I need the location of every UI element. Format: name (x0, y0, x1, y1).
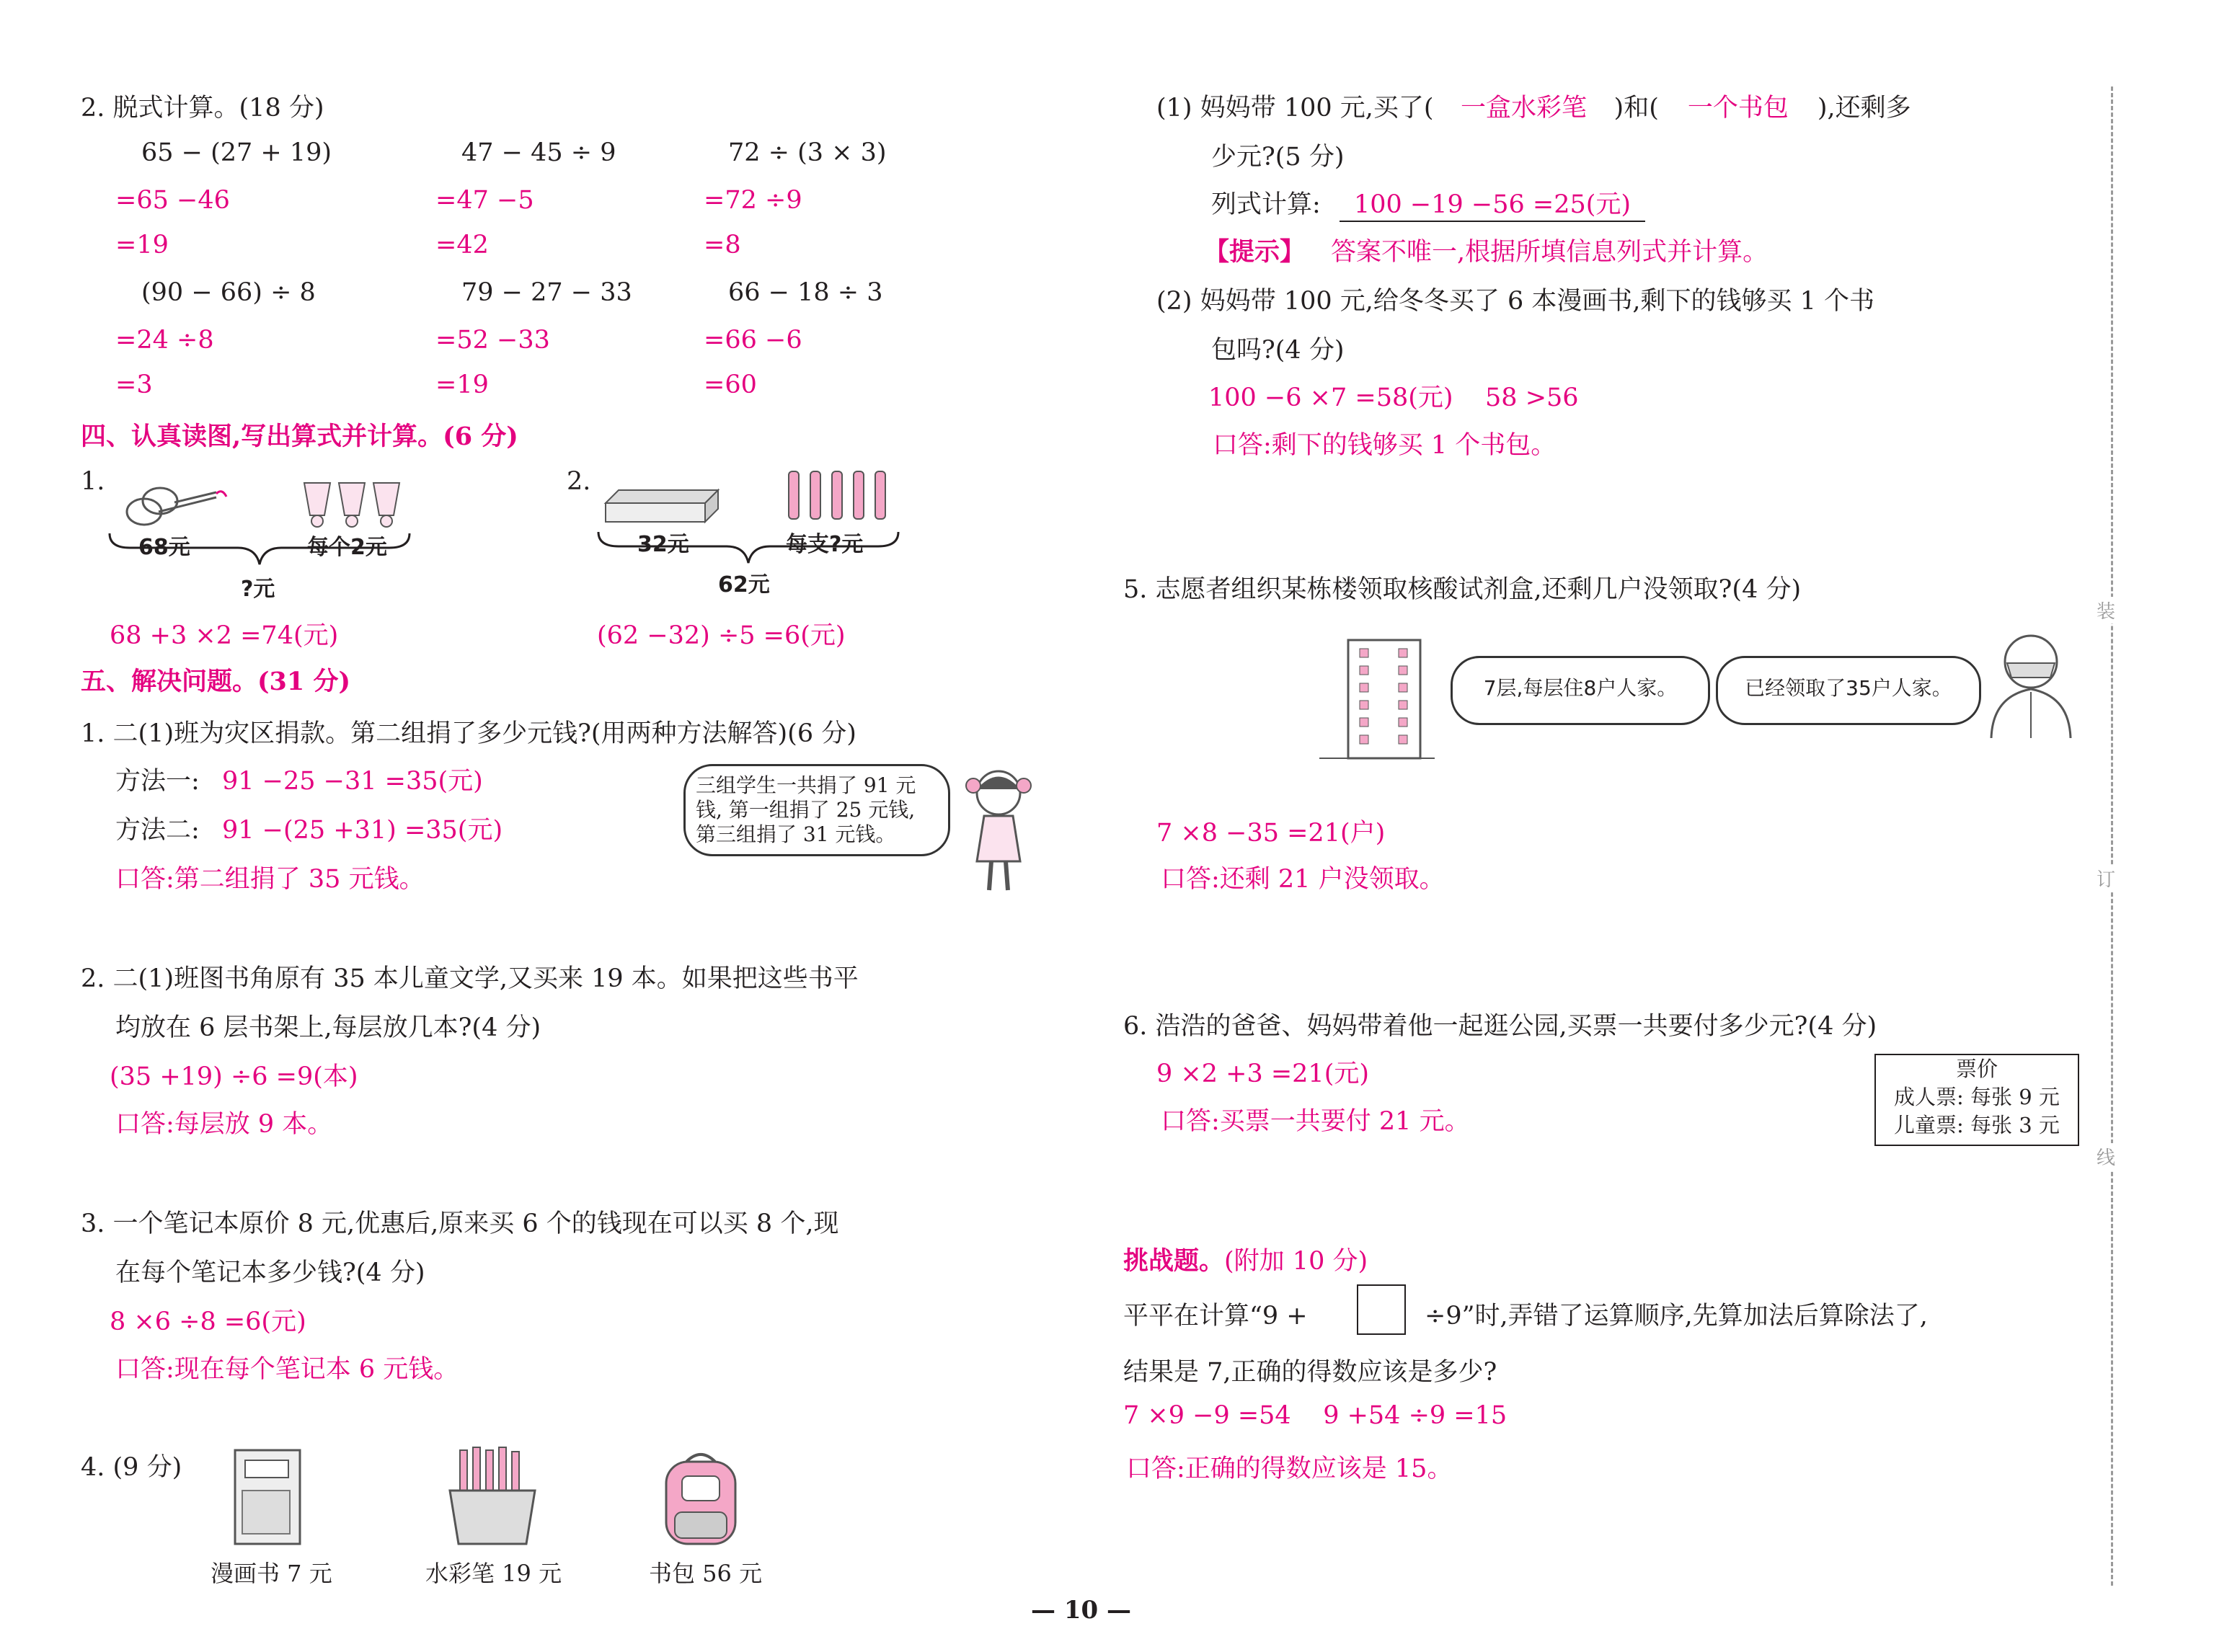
answer: 7 ×9 −9 =54 9 +54 ÷9 =15 (1123, 1401, 1507, 1430)
bubble-line: 钱, 第一组捐了 25 元钱, (696, 798, 916, 822)
girl-illustration-icon (959, 764, 1045, 901)
calc-step: =47 −5 (435, 186, 534, 215)
ticket-price-table (1874, 1054, 2079, 1146)
question-text: ),还剩多 (1817, 94, 1911, 123)
bubble-line: 三组学生一共捐了 91 元 (696, 773, 916, 797)
filled-answer: 一个书包 (1687, 94, 1789, 123)
question-text: 结果是 7,正确的得数应该是多少? (1123, 1358, 1497, 1387)
binding-mark: 线 (2097, 1143, 2115, 1170)
answer: 91 −25 −31 =35(元) (222, 767, 483, 796)
question-text: 在每个笔记本多少钱?(4 分) (115, 1258, 425, 1287)
problem-number: 1. (81, 467, 105, 496)
question-text: 包吗?(4 分) (1211, 336, 1345, 365)
section5-title: 五、解决问题。(31 分) (81, 667, 351, 696)
oral-answer: 口答:买票一共要付 21 元。 (1161, 1107, 1470, 1136)
question-text: 平平在计算“9 + (1123, 1302, 1308, 1331)
ticket-child: 儿童票: 每张 3 元 (1894, 1113, 2060, 1137)
section4-title: 四、认真读图,写出算式并计算。(6 分) (81, 422, 518, 451)
oral-answer: 口答:现在每个笔记本 6 元钱。 (115, 1355, 459, 1384)
oral-answer: 口答:每层放 9 本。 (115, 1110, 333, 1139)
question-text: 1. 二(1)班为灾区捐款。第二组捐了多少元钱?(用两种方法解答)(6 分) (81, 719, 856, 748)
watercolor-pens-icon (446, 1447, 539, 1548)
total-label: 62元 (718, 572, 770, 598)
calc-result: =60 (704, 370, 757, 399)
filled-answer: 一盒水彩笔 (1461, 94, 1588, 123)
question-text: 2. 二(1)班图书角原有 35 本儿童文学,又买来 19 本。如果把这些书平 (81, 964, 859, 993)
calc-result: =42 (435, 231, 489, 259)
comic-book-icon (232, 1447, 304, 1548)
question-text: 3. 一个笔记本原价 8 元,优惠后,原来买 6 个的钱现在可以买 8 个,现 (81, 1209, 839, 1238)
speech-bubble: 已经领取了35户人家。 (1716, 656, 1981, 725)
answer: 8 ×6 ÷8 =6(元) (110, 1307, 306, 1336)
calc-label: 列式计算: (1211, 190, 1321, 219)
calc-expr: 79 − 27 − 33 (461, 278, 632, 307)
problem-number: 2. (567, 467, 591, 496)
binding-dashed-line (2111, 86, 2113, 1586)
question-text: (2) 妈妈带 100 元,给冬冬买了 6 本漫画书,剩下的钱够买 1 个书 (1156, 287, 1875, 316)
calc-result: =8 (704, 231, 741, 259)
calc-expr: (90 − 66) ÷ 8 (141, 278, 316, 307)
ticket-adult: 成人票: 每张 9 元 (1894, 1085, 2060, 1109)
question-text: ÷9”时,弄错了运算顺序,先算加法后算除法了, (1425, 1302, 1928, 1331)
item-caption: 书包 56 元 (649, 1560, 763, 1587)
ticket-title: 票价 (1955, 1057, 1998, 1081)
method-label: 方法二: (115, 816, 200, 845)
question-text: 少元?(5 分) (1211, 143, 1345, 172)
challenge-title: 挑战题。 (1123, 1246, 1225, 1276)
page-number: — 10 — (1031, 1596, 1131, 1625)
calc-step: =24 ÷8 (115, 326, 214, 355)
method-label: 方法一: (115, 767, 200, 796)
book-icon (604, 489, 720, 525)
badminton-rackets-icon (108, 472, 231, 530)
oral-answer: 口答:正确的得数应该是 15。 (1126, 1455, 1453, 1483)
answer: 7 ×8 −35 =21(户) (1156, 819, 1386, 848)
calc-step: =72 ÷9 (704, 186, 802, 215)
answer: (62 −32) ÷5 =6(元) (597, 621, 846, 650)
oral-answer: 口答:还剩 21 户没领取。 (1161, 865, 1445, 894)
price-label: 每个2元 (307, 535, 387, 560)
item-caption: 漫画书 7 元 (211, 1560, 332, 1587)
answer: 91 −(25 +31) =35(元) (222, 816, 503, 845)
calc-result: =19 (435, 370, 489, 399)
calc-step: =52 −33 (435, 326, 550, 355)
question-text: )和( (1613, 94, 1659, 123)
speech-bubble: 7层,每层住8户人家。 (1451, 656, 1710, 725)
price-label: 32元 (637, 532, 689, 557)
question-text: 5. 志愿者组织某栋楼领取核酸试剂盒,还剩几户没领取?(4 分) (1123, 575, 1802, 604)
question-text: (1) 妈妈带 100 元,买了( (1156, 94, 1434, 123)
calc-step: =66 −6 (704, 326, 802, 355)
calc-expr: 47 − 45 ÷ 9 (461, 138, 616, 167)
apartment-building-icon (1319, 634, 1435, 764)
calc-result: =19 (115, 231, 169, 259)
schoolbag-icon (658, 1447, 744, 1548)
oral-answer: 口答:剩下的钱够买 1 个书包。 (1213, 431, 1557, 460)
item-caption: 水彩笔 19 元 (425, 1560, 562, 1587)
shuttlecocks-icon (303, 479, 404, 530)
blank-box (1357, 1284, 1406, 1335)
question-text: 6. 浩浩的爸爸、妈妈带着他一起逛公园,买票一共要付多少元?(4 分) (1123, 1012, 1877, 1041)
binding-mark: 订 (2097, 865, 2115, 892)
challenge-points: (附加 10 分) (1224, 1247, 1368, 1276)
bubble-line: 第三组捐了 31 元钱。 (696, 822, 896, 846)
calc-expr: 65 − (27 + 19) (141, 138, 332, 167)
answer: 68 +3 ×2 =74(元) (110, 621, 339, 650)
hint-text: 答案不唯一,根据所填信息列式并计算。 (1331, 238, 1768, 267)
q2-title: 2. 脱式计算。(18 分) (81, 94, 324, 123)
answer: 9 ×2 +3 =21(元) (1156, 1060, 1370, 1088)
answer: 100 −6 ×7 =58(元) 58 >56 (1208, 383, 1579, 412)
calc-expr: 72 ÷ (3 × 3) (728, 138, 887, 167)
question-text: 4. (9 分) (81, 1453, 182, 1482)
answer: 100 −19 −56 =25(元) (1340, 185, 1645, 222)
price-label: 每支?元 (786, 532, 864, 557)
question-text (1156, 88, 1911, 124)
volunteer-illustration-icon (1977, 631, 2085, 740)
calc-expr: 66 − 18 ÷ 3 (728, 278, 883, 307)
total-label: ?元 (241, 577, 275, 602)
binding-mark: 装 (2097, 597, 2115, 623)
calc-step: =65 −46 (115, 186, 230, 215)
question-text: 均放在 6 层书架上,每层放几本?(4 分) (115, 1013, 541, 1042)
answer: (35 +19) ÷6 =9(本) (110, 1062, 358, 1091)
speech-bubble (683, 764, 950, 856)
pens-icon (786, 468, 894, 526)
oral-answer: 口答:第二组捐了 35 元钱。 (115, 865, 425, 894)
calc-result: =3 (115, 370, 153, 399)
price-label: 68元 (138, 535, 190, 560)
hint-tag: 【提示】 (1204, 237, 1306, 267)
